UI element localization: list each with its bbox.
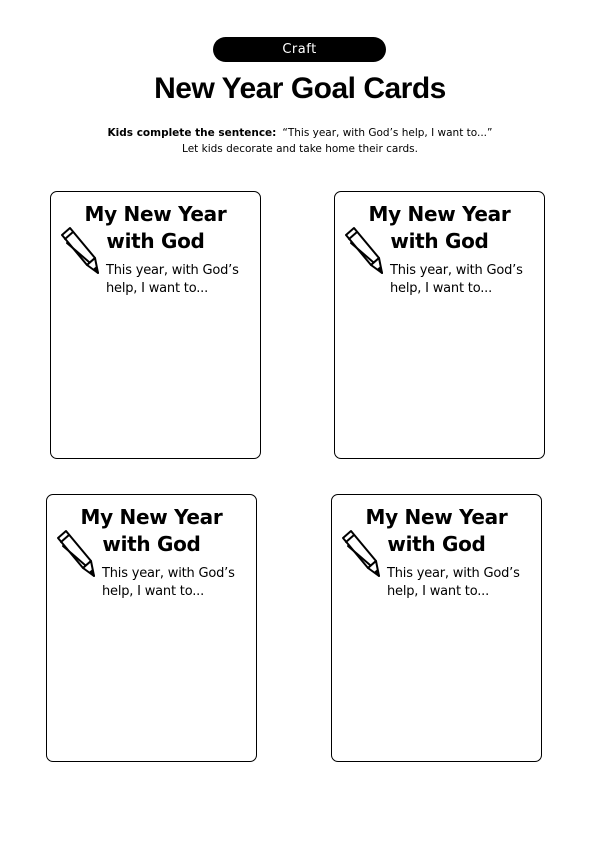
pencil-icon [54, 528, 98, 580]
category-tag-label: Craft [282, 42, 317, 57]
instructions [0, 125, 600, 157]
page-title: New Year Goal Cards [154, 72, 446, 105]
card-title-line-2: with God [390, 229, 489, 253]
instructions-lead: Kids complete the sentence: [107, 127, 277, 139]
goal-card[interactable] [50, 191, 261, 459]
instructions-line-2: Let kids decorate and take home their cards. [182, 143, 418, 155]
card-title-line-1: My New Year [368, 202, 511, 226]
card-title-line-2: with God [106, 229, 205, 253]
category-tag [213, 37, 386, 62]
goal-card[interactable] [46, 494, 257, 762]
goal-card[interactable] [334, 191, 545, 459]
instructions-sentence: “This year, with God’s help, I want to...” [282, 127, 493, 139]
card-title-line-2: with God [387, 532, 486, 556]
card-title-line-1: My New Year [80, 505, 223, 529]
card-title-line-1: My New Year [84, 202, 227, 226]
card-prompt-line-1: This year, with God’s [102, 566, 235, 581]
pencil-icon [342, 225, 386, 277]
card-prompt [106, 262, 256, 298]
pencil-icon [58, 225, 102, 277]
card-prompt-line-1: This year, with God’s [106, 263, 239, 278]
card-prompt-line-2: help, I want to... [387, 584, 490, 599]
card-prompt [102, 565, 252, 601]
card-prompt [390, 262, 540, 298]
card-prompt-line-2: help, I want to... [390, 281, 493, 296]
pencil-icon [339, 528, 383, 580]
card-title-line-2: with God [102, 532, 201, 556]
card-prompt-line-2: help, I want to... [102, 584, 205, 599]
goal-card[interactable] [331, 494, 542, 762]
card-prompt [387, 565, 537, 601]
card-prompt-line-2: help, I want to... [106, 281, 209, 296]
card-title-line-1: My New Year [365, 505, 508, 529]
instructions-line-1 [0, 125, 600, 141]
card-prompt-line-1: This year, with God’s [387, 566, 520, 581]
card-prompt-line-1: This year, with God’s [390, 263, 523, 278]
